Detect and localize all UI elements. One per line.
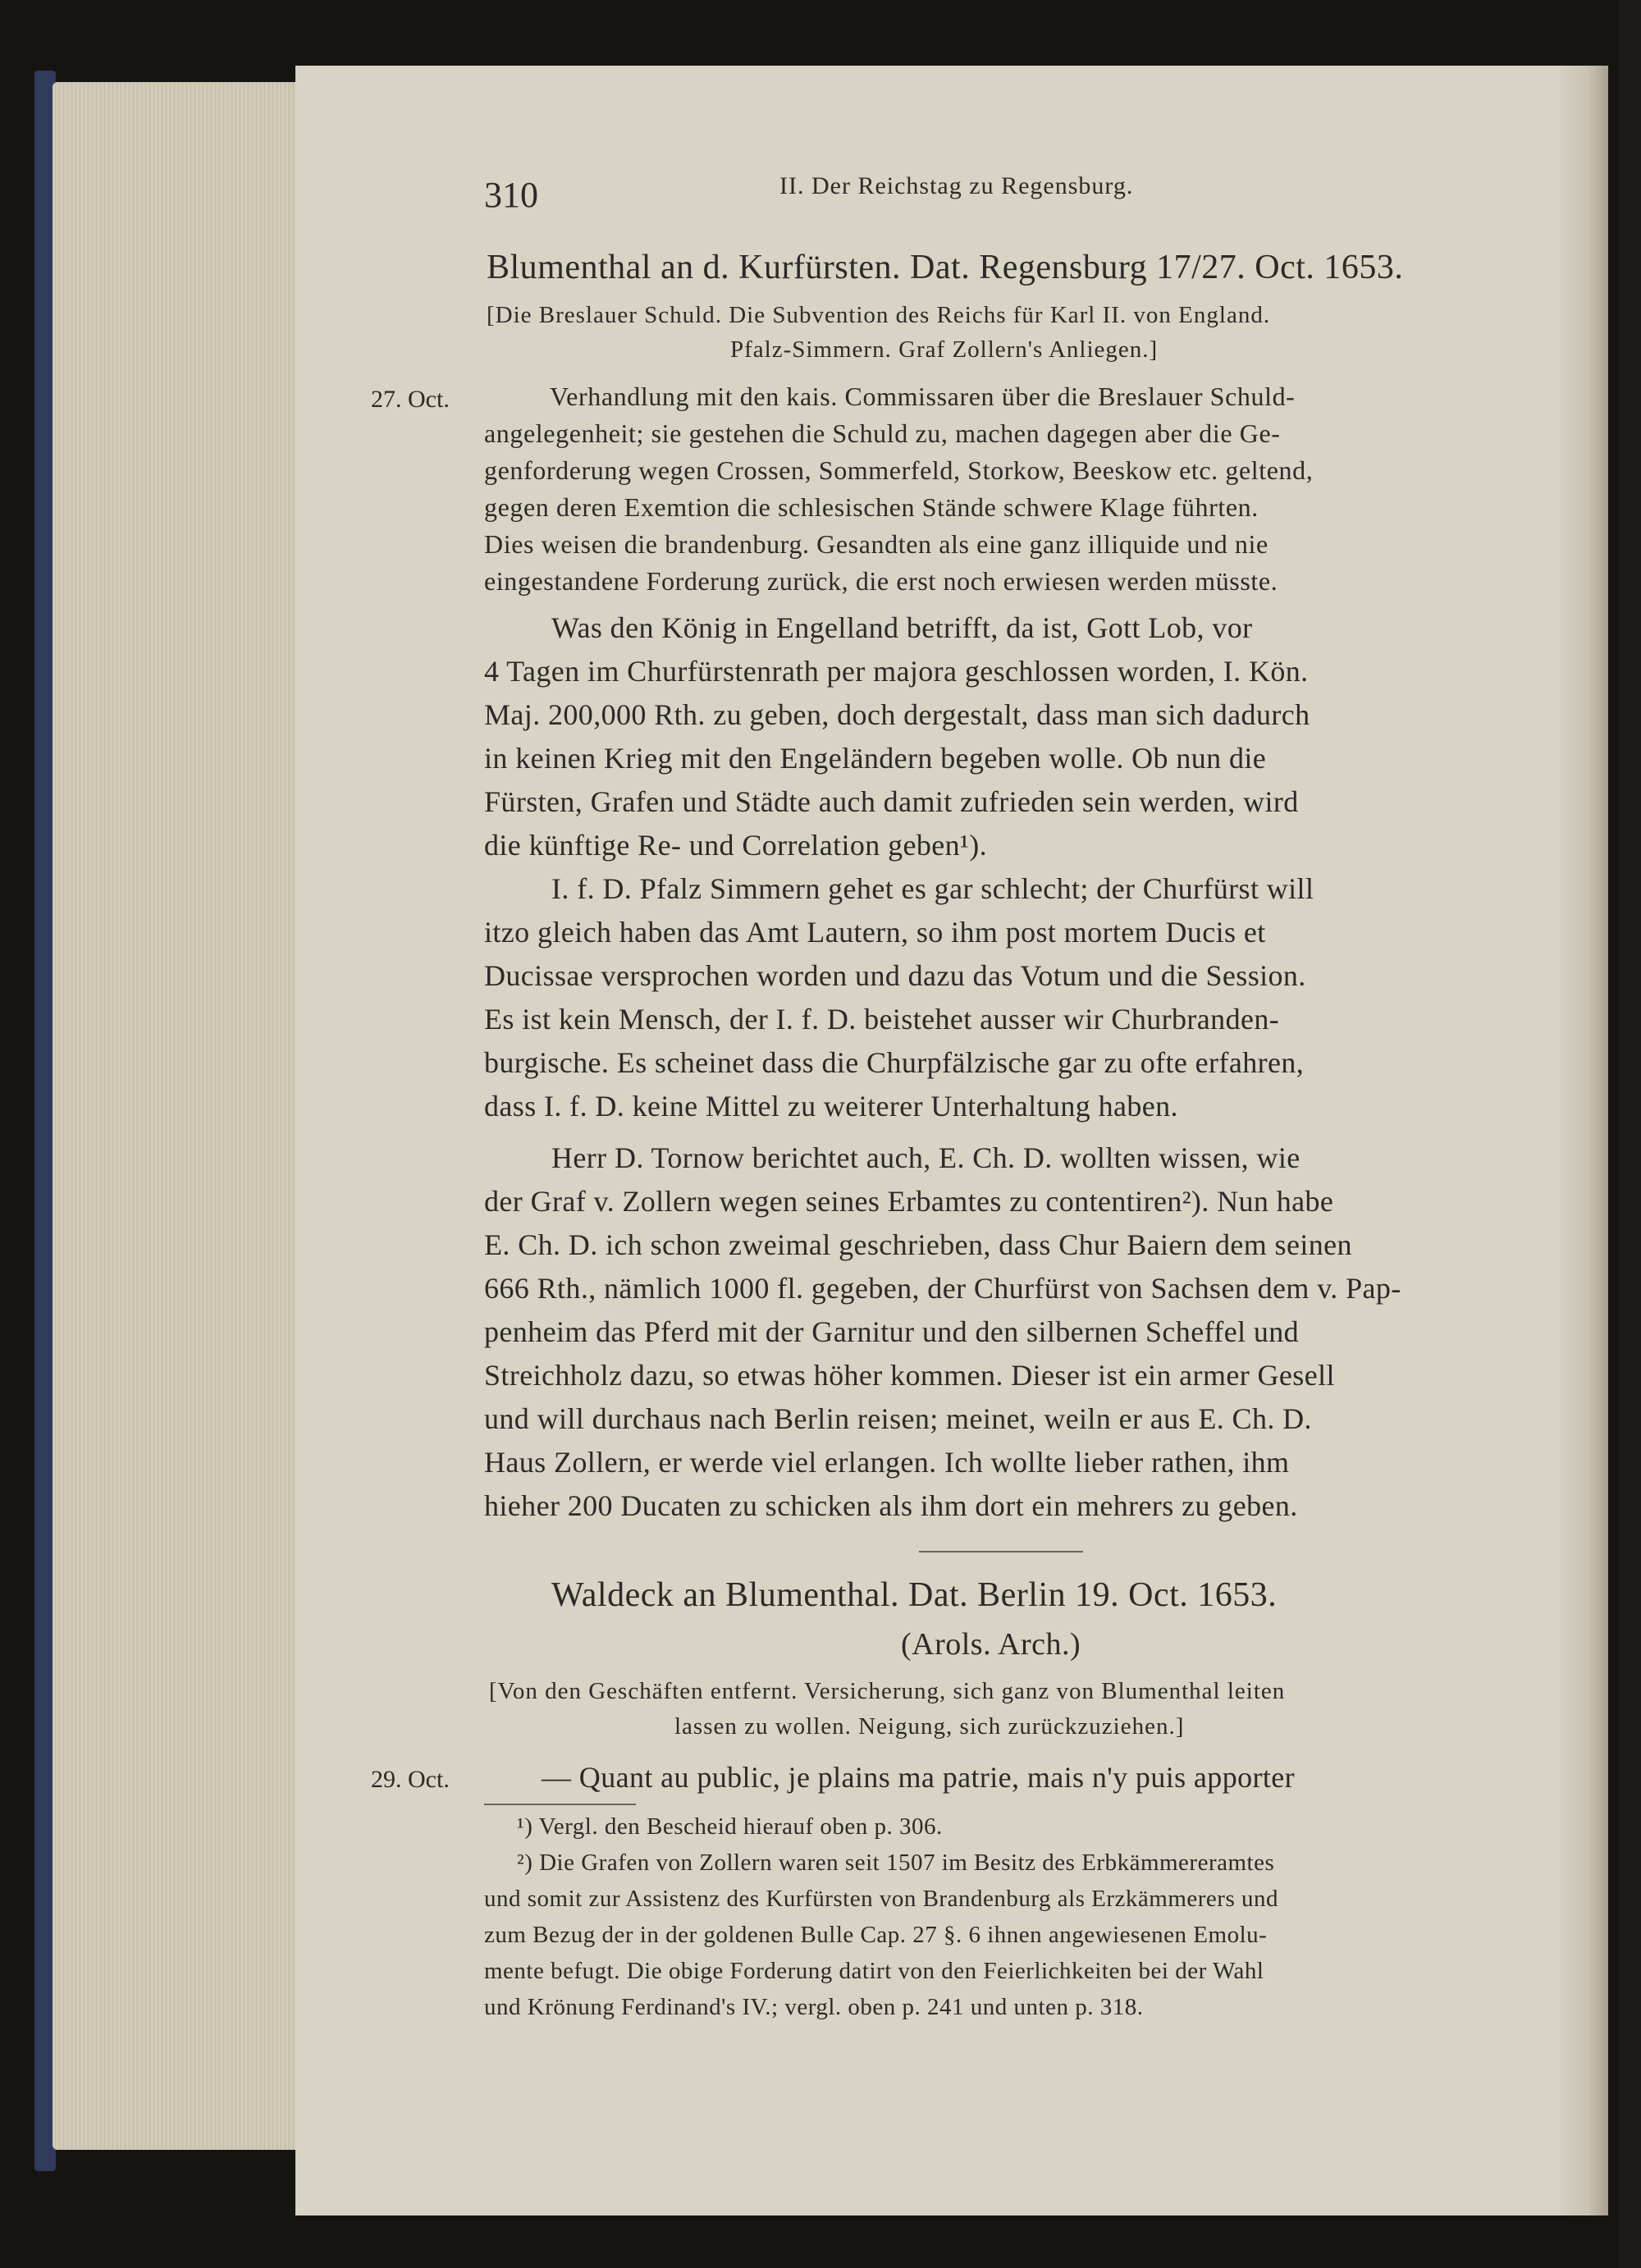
letter-heading: Waldeck an Blumenthal. Dat. Berlin 19. Oct. 1653. (551, 1576, 1278, 1614)
body-line: itzo gleich haben das Amt Lautern, so ihm post mortem Ducis et (484, 916, 1266, 949)
summary-paragraph-line: angelegenheit; sie gestehen die Schuld zu, machen dagegen aber die Ge- (484, 418, 1281, 448)
body-line: Ducissae versprochen worden und dazu das Votum und die Session. (484, 959, 1306, 992)
body-line: burgische. Es scheinet dass die Churpfälzische gar zu ofte erfahren, (484, 1046, 1305, 1079)
running-head-title: II. Der Reichstag zu Regensburg. (779, 172, 1134, 199)
body-line: in keinen Krieg mit den Engeländern begeben wolle. Ob nun die (484, 742, 1267, 775)
footnote-line: und somit zur Assistenz des Kurfürsten von Brandenburg als Erzkämmerers und (484, 1886, 1278, 1912)
page-gutter-shadow (1559, 66, 1608, 2215)
summary-paragraph-line: Dies weisen die brandenburg. Gesandten als eine ganz illiquide und nie (484, 529, 1268, 559)
body-line: Maj. 200,000 Rth. zu geben, doch dergestalt, dass man sich dadurch (484, 698, 1310, 731)
body-line: Fürsten, Grafen und Städte auch damit zufrieden sein werden, wird (484, 785, 1299, 818)
footnote-line: ¹) Vergl. den Bescheid hierauf oben p. 306. (517, 1813, 943, 1840)
summary-paragraph-line: Verhandlung mit den kais. Commissaren über die Breslauer Schuld- (550, 382, 1296, 411)
footnote-line: und Krönung Ferdinand's IV.; vergl. oben p. 241 und unten p. 318. (484, 1994, 1144, 2020)
archive-source: (Arols. Arch.) (901, 1627, 1081, 1662)
body-line: dass I. f. D. keine Mittel zu weiterer Unterhaltung haben. (484, 1090, 1178, 1123)
footnote-line: zum Bezug der in der goldenen Bulle Cap. 27 §. 6 ihnen angewiesenen Emolu- (484, 1922, 1268, 1948)
margin-date: 29. Oct. (371, 1766, 450, 1793)
letter-heading: Blumenthal an d. Kurfürsten. Dat. Regensburg 17/27. Oct. 1653. (487, 249, 1404, 286)
letter-summary-line: [Die Breslauer Schuld. Die Subvention des Reichs für Karl II. von England. (487, 302, 1271, 328)
body-line: E. Ch. D. ich schon zweimal geschrieben, dass Chur Baiern dem seinen (484, 1228, 1352, 1261)
footnote-rule (484, 1804, 636, 1805)
summary-paragraph-line: gegen deren Exemtion die schlesischen Stände schwere Klage führten. (484, 492, 1259, 522)
page-block-edge (53, 82, 307, 2150)
body-line: I. f. D. Pfalz Simmern gehet es gar schlecht; der Churfürst will (551, 872, 1314, 905)
book-cover-right (1618, 0, 1641, 2268)
page-number: 310 (484, 175, 538, 215)
body-line: Es ist kein Mensch, der I. f. D. beistehet ausser wir Churbranden- (484, 1003, 1280, 1036)
section-divider (919, 1551, 1083, 1552)
letter-summary-line: lassen zu wollen. Neigung, sich zurückzuziehen.] (674, 1713, 1185, 1740)
body-line: Herr D. Tornow berichtet auch, E. Ch. D. wollten wissen, wie (551, 1141, 1300, 1174)
summary-paragraph-line: genforderung wegen Crossen, Sommerfeld, Storkow, Beeskow etc. geltend, (484, 455, 1314, 485)
footnote-line: ²) Die Grafen von Zollern waren seit 1507 im Besitz des Erbkämmereramtes (517, 1850, 1275, 1876)
footnote-line: mente befugt. Die obige Forderung datirt von den Feierlichkeiten bei der Wahl (484, 1958, 1264, 1984)
body-line: Haus Zollern, er werde viel erlangen. Ich wollte lieber rathen, ihm (484, 1446, 1290, 1479)
body-line: der Graf v. Zollern wegen seines Erbamtes zu contentiren²). Nun habe (484, 1185, 1334, 1218)
body-line: hieher 200 Ducaten zu schicken als ihm dort ein mehrers zu geben. (484, 1489, 1298, 1522)
summary-paragraph-line: eingestandene Forderung zurück, die erst noch erwiesen werden müsste. (484, 566, 1278, 596)
body-line: und will durchaus nach Berlin reisen; meinet, weiln er aus E. Ch. D. (484, 1402, 1312, 1435)
body-line: die künftige Re- und Correlation geben¹). (484, 829, 988, 862)
margin-date: 27. Oct. (371, 386, 450, 413)
body-line: Streichholz dazu, so etwas höher kommen. Dieser ist ein armer Gesell (484, 1359, 1335, 1392)
body-line: penheim das Pferd mit der Garnitur und den silbernen Scheffel und (484, 1315, 1300, 1348)
body-line: Was den König in Engelland betrifft, da ist, Gott Lob, vor (551, 611, 1253, 644)
body-line: 4 Tagen im Churfürstenrath per majora geschlossen worden, I. Kön. (484, 655, 1309, 688)
body-line: 666 Rth., nämlich 1000 fl. gegeben, der Churfürst von Sachsen dem v. Pap- (484, 1272, 1401, 1305)
body-line: — Quant au public, je plains ma patrie, mais n'y puis apporter (542, 1761, 1296, 1794)
letter-summary-line: Pfalz-Simmern. Graf Zollern's Anliegen.] (730, 336, 1159, 363)
letter-summary-line: [Von den Geschäften entfernt. Versicherung, sich ganz von Blumenthal leiten (489, 1678, 1286, 1704)
